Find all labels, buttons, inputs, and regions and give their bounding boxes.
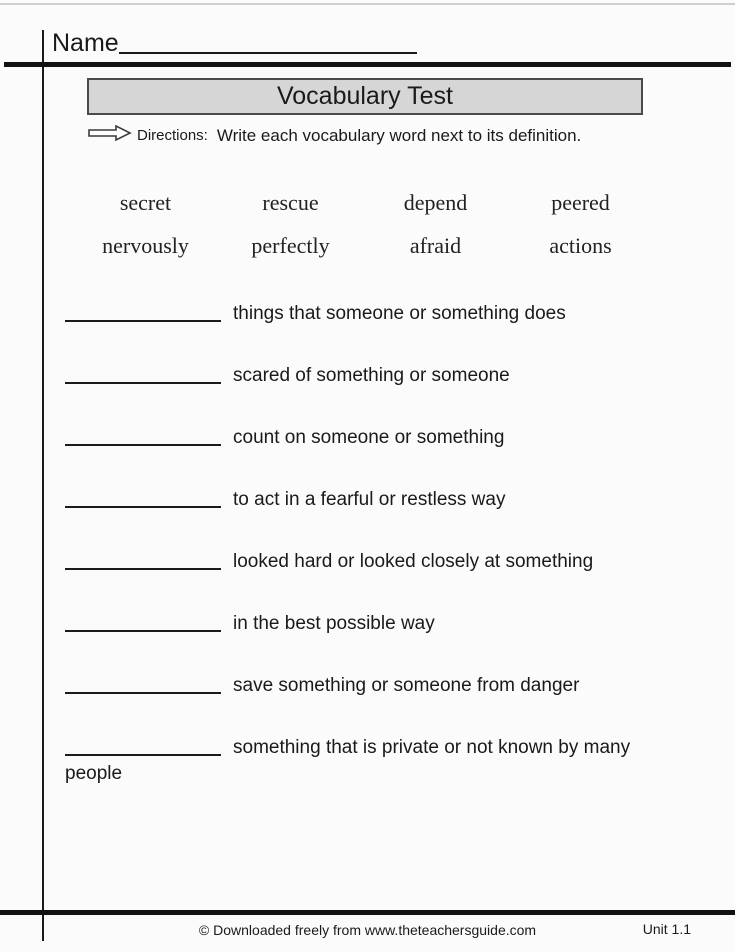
word-bank [73, 190, 653, 259]
directions-label: Directions: [137, 127, 208, 144]
right-arrow-icon [88, 124, 132, 147]
answer-blank [65, 427, 221, 446]
definition-text: scared of something or someone [233, 365, 510, 386]
title-box [87, 78, 643, 115]
definition-text: save something or someone from danger [233, 675, 580, 696]
definition-row [65, 486, 661, 513]
definition-text: count on someone or something [233, 427, 505, 448]
answer-blank [65, 365, 221, 384]
word-bank-item: secret [119, 190, 172, 215]
answer-blank [65, 551, 221, 570]
directions-row [88, 124, 581, 147]
word-bank-item: nervously [102, 233, 189, 258]
definition-text: looked hard or looked closely at something [233, 551, 594, 572]
answer-blank [65, 613, 221, 632]
definition-row [65, 300, 661, 327]
name-label: Name [52, 29, 119, 57]
footer-credit: © Downloaded freely from www.theteachersguide.com [198, 922, 537, 938]
definition-row [65, 362, 661, 389]
definition-text: something that is private or not known by many people [65, 737, 631, 784]
definition-row [65, 424, 661, 451]
left-margin-rule [42, 30, 44, 941]
footer-divider-line [0, 910, 735, 915]
definition-row [65, 734, 661, 787]
definition-row [65, 548, 661, 575]
name-blank [119, 27, 417, 54]
definition-text: things that someone or something does [233, 303, 566, 324]
header-divider-line [4, 62, 731, 67]
directions-text: Write each vocabulary word next to its definition. [216, 125, 582, 145]
definition-text: in the best possible way [233, 613, 435, 634]
answer-blank [65, 737, 221, 756]
page-top-edge-line [0, 3, 735, 5]
definition-text: to act in a fearful or restless way [233, 489, 506, 510]
word-bank-item: rescue [262, 190, 319, 215]
word-bank-item: actions [549, 233, 612, 258]
word-bank-item: peered [551, 190, 610, 215]
definition-row [65, 610, 661, 637]
word-bank-item: perfectly [251, 233, 330, 258]
answer-blank [65, 675, 221, 694]
name-row [52, 24, 417, 58]
word-bank-item: depend [403, 190, 468, 215]
definition-row [65, 672, 661, 699]
page-title: Vocabulary Test [276, 82, 454, 110]
footer-unit-label: Unit 1.1 [642, 921, 691, 937]
definitions-list [65, 300, 661, 822]
word-bank-item: afraid [409, 233, 462, 258]
answer-blank [65, 303, 221, 322]
answer-blank [65, 489, 221, 508]
